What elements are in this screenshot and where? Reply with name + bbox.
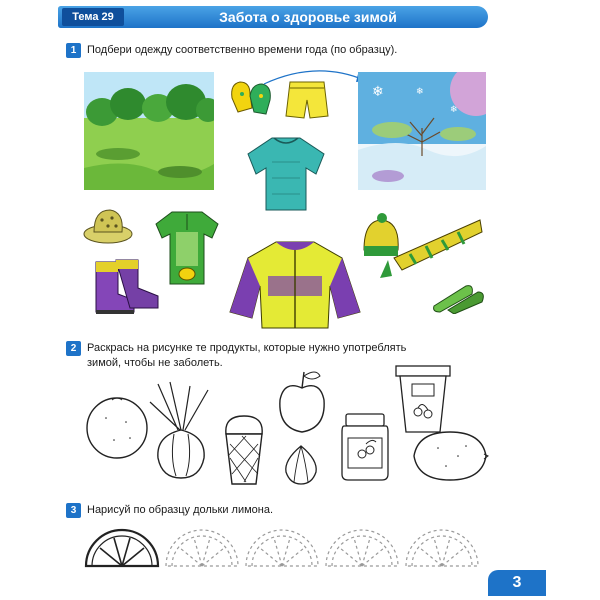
t-shirt	[154, 210, 220, 286]
orange	[82, 392, 152, 462]
task-text	[87, 341, 406, 371]
page-title: Забота о здоровье зимой	[219, 9, 397, 25]
onion	[148, 380, 214, 482]
task-number: 1	[66, 43, 81, 58]
summer-scene	[84, 72, 214, 190]
task-1	[66, 43, 397, 59]
svg-text:❄: ❄	[450, 105, 458, 115]
topic-label: Тема 29	[62, 8, 124, 26]
winter-jacket	[228, 236, 362, 330]
winter-scene	[358, 72, 486, 190]
arrow-icon	[262, 66, 370, 88]
lemon	[408, 426, 490, 486]
task-text-line-1: Раскрась на рисунке те продукты, которые нужно употреблять	[87, 342, 407, 354]
sweater	[246, 134, 326, 214]
lemon-slice-sample	[86, 530, 158, 566]
task-text-line-2: зимой, чтобы не заболеть.	[87, 357, 223, 369]
summer-hat	[82, 206, 134, 246]
svg-text:❄: ❄	[372, 84, 384, 100]
page-number: 3	[488, 570, 546, 596]
task-2	[66, 341, 407, 369]
apple	[274, 366, 330, 436]
dotted-lemon-slice	[246, 530, 318, 566]
task-text: Нарисуй по образцу дольки лимона.	[87, 504, 274, 516]
dotted-lemon-slice	[326, 530, 398, 566]
winter-hat-and-scarf	[358, 210, 484, 280]
task-number: 2	[66, 341, 81, 356]
task-number: 3	[66, 503, 81, 518]
topic-header	[58, 6, 488, 30]
task-3	[66, 503, 273, 519]
dotted-lemon-slice	[406, 530, 478, 566]
boots	[90, 258, 162, 316]
svg-text:❄: ❄	[416, 87, 424, 97]
dotted-lemon-slice	[166, 530, 238, 566]
yogurt-cup	[394, 362, 452, 434]
ice-cream	[220, 412, 268, 486]
flip-flops	[432, 280, 486, 314]
lemon-slices-row	[82, 522, 492, 570]
task-text: Подбери одежду соответственно времени года (по образцу).	[87, 44, 398, 56]
garlic	[278, 440, 324, 486]
jam-jar	[338, 410, 392, 482]
